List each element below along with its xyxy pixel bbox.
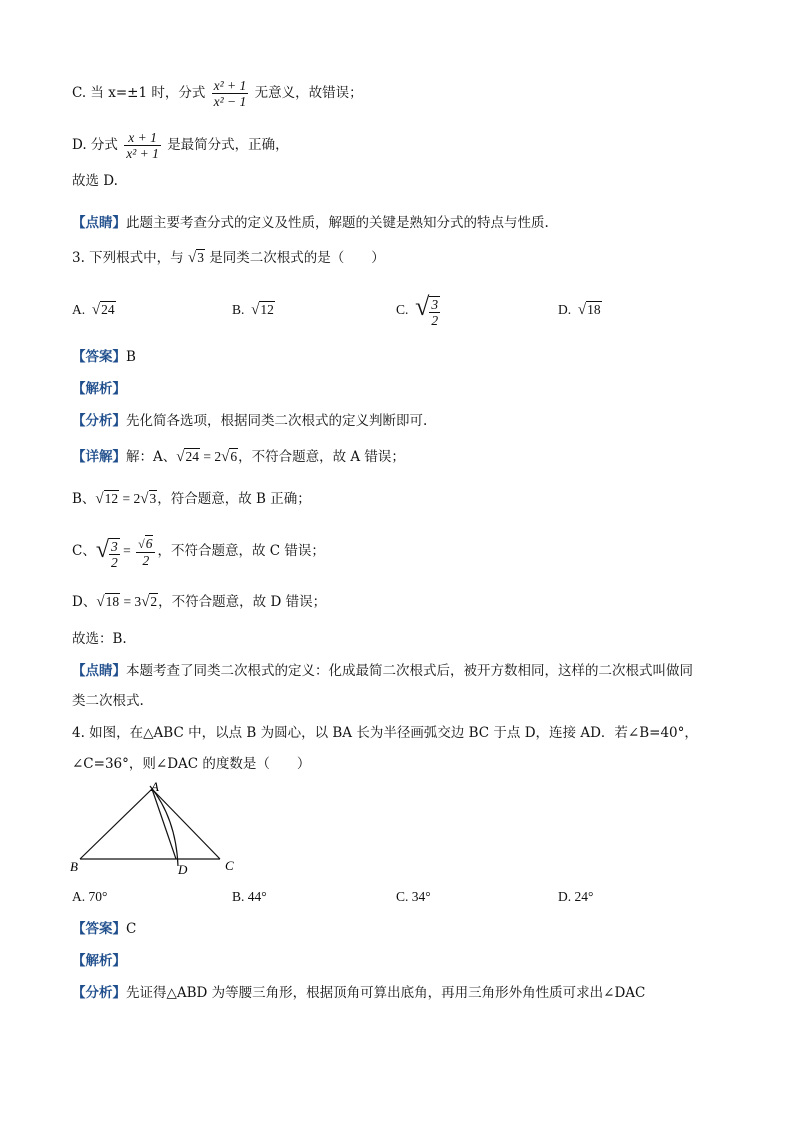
q3-answer-tag: 【答案】 [72, 349, 126, 365]
q3-detail-c-result: $\frac{√6}{2}$ [136, 536, 155, 568]
c-suffix: 无意义，故错误； [254, 85, 363, 101]
q3-detail-c-rden: 2 [142, 552, 150, 568]
q4-stem-2: ∠C=36°，则∠DAC 的度数是（ ） [72, 756, 311, 772]
q3-option-d [558, 302, 602, 319]
triangle-figure [68, 778, 248, 878]
q4-answer-value: C [126, 921, 137, 937]
q3-detail-d-pre: D、 [72, 594, 97, 610]
q4-option-b-label: B. [232, 889, 245, 904]
q3-detail-d-r2: 2 [150, 594, 158, 609]
q3-option-c-label: C. [396, 301, 409, 317]
q3-detail-b-eq: = 2 [119, 491, 141, 506]
q4-option-a [72, 889, 107, 905]
d-suffix: 是最简分式，正确， [167, 137, 289, 153]
q4-stem-1: 4. 如图，在△ABC 中，以点 B 为圆心，以 BA 长为半径画弧交边 BC 于点 D，连接 AD．若∠B=40°， [72, 725, 698, 741]
q3-detail-b-r1: 12 [104, 491, 119, 506]
q3-detail-a-r2: 6 [230, 449, 238, 464]
fraction-d-den: x² + 1 [126, 146, 159, 161]
q4-fenxi-tag: 【分析】 [72, 985, 126, 1001]
q3-detail-d-r1: 18 [105, 594, 120, 609]
q3-detail-d-sqrt2: √2 [141, 594, 158, 610]
q3-stem-b: 是同类二次根式的是（ ） [209, 250, 385, 266]
q3-detail-a-sqrt2: √6 [221, 449, 238, 465]
q3-fenxi-tag: 【分析】 [72, 413, 126, 429]
q3-tip-tag: 【点睛】 [72, 663, 126, 679]
q3-detail-a-eq: = 2 [199, 449, 222, 464]
fraction-d [124, 130, 161, 161]
label-d: D [178, 862, 188, 877]
q3-detail-b-sqrt1: √12 [95, 491, 119, 507]
q3-detail-c: C、√ $\frac{3}{2}$ = $\frac{√6}{2}$ ，不符合题意，故 C 错误； [72, 530, 325, 573]
q3-option-b-radicand: 12 [260, 302, 274, 317]
q4-option-a-label: A. [72, 889, 86, 904]
q4-option-d [558, 889, 593, 905]
d-prefix: D. 分式 [72, 137, 118, 153]
q3-option-c-sqrt: √ $\frac{3}{2}$ [415, 292, 439, 328]
q3-detail-b-post: ，符合题意，故 B 正确； [157, 491, 311, 507]
fraction-c-den: x² − 1 [213, 94, 247, 109]
tip-1-tag: 【点睛】 [72, 215, 126, 231]
q3-stem-radicand: 3 [197, 250, 204, 265]
q3-detail-a [72, 448, 405, 466]
q3-option-c [396, 292, 440, 328]
label-c: C [225, 858, 234, 873]
c-prefix: C. 当 x=±1 时，分式 [72, 85, 206, 101]
q3-detail-c-pre: C、 [72, 543, 96, 559]
q3-stem-sqrt: √3 [187, 250, 204, 266]
q4-answer-tag: 【答案】 [72, 921, 126, 937]
q4-option-c-value: 34° [411, 889, 431, 904]
q4-answer [72, 920, 136, 938]
side-ac [152, 789, 220, 859]
q4-option-c-label: C. [396, 889, 409, 904]
q3-answer-value: B [126, 349, 136, 365]
q4-option-d-value: 24° [574, 889, 594, 904]
q3-detail-c-rnum: 6 [145, 535, 153, 551]
q3-tip [72, 662, 693, 680]
q4-option-b-value: 44° [247, 889, 267, 904]
q4-option-d-label: D. [558, 889, 572, 904]
label-b: B [70, 859, 78, 874]
q3-detail-b-r2: 3 [149, 491, 157, 506]
q4-option-a-value: 70° [88, 889, 108, 904]
q4-option-b [232, 889, 267, 905]
q3-option-a-sqrt: √24 [91, 302, 115, 318]
segment-ad [152, 789, 176, 859]
q3-detail-b [72, 490, 311, 508]
q3-detail-tag: 【详解】 [72, 449, 126, 465]
q3-stem [72, 249, 385, 267]
q3-option-c-num: 3 [431, 296, 439, 312]
q3-detail-d [72, 593, 326, 611]
q4-fenxi-text: 先证得△ABD 为等腰三角形，根据顶角可算出底角，再用三角形外角性质可求出∠DAC [126, 985, 646, 1001]
q3-detail-a-post: ，不符合题意，故 A 错误； [238, 449, 405, 465]
q3-detail-b-pre: B、 [72, 491, 96, 507]
q3-detail-c-sqrt: √ $\frac{3}{2}$ [95, 537, 118, 570]
fraction-c [212, 78, 249, 109]
q3-tip-text1: 本题考查了同类二次根式的定义：化成最简二次根式后，被开方数相同，这样的二次根式叫做同 [126, 663, 693, 679]
q3-option-d-radicand: 18 [587, 302, 601, 317]
q3-detail-b-sqrt2: √3 [140, 491, 157, 507]
q3-option-a-radicand: 24 [101, 302, 115, 317]
q3-fenxi-text: 先化简各选项，根据同类二次根式的定义判断即可. [126, 413, 428, 429]
q3-tip-cont: 类二次根式. [72, 693, 144, 709]
q3-detail-c-num: 3 [111, 538, 118, 554]
q3-option-a-label: A. [72, 302, 86, 317]
q3-detail-d-post: ，不符合题意，故 D 错误； [158, 594, 327, 610]
q3-detail-c-den: 2 [111, 554, 118, 570]
q3-option-c-den: 2 [431, 312, 439, 328]
q4-analysis-tag: 【解析】 [72, 953, 126, 969]
q3-option-b [232, 302, 275, 319]
q3-option-a [72, 302, 116, 319]
q3-answer [72, 348, 136, 366]
q4-option-c [396, 889, 431, 905]
fraction-d-num: x + 1 [124, 130, 161, 146]
q3-choose: 故选：B. [72, 631, 127, 647]
tip-1-text: 此题主要考查分式的定义及性质，解题的关键是熟知分式的特点与性质. [126, 215, 549, 231]
q3-option-b-label: B. [232, 302, 245, 317]
q3-option-d-label: D. [558, 302, 572, 317]
q3-option-b-sqrt: √12 [251, 302, 274, 318]
q4-fenxi [72, 984, 645, 1002]
q3-fenxi [72, 412, 427, 430]
option-c-explanation [72, 78, 363, 109]
tip-1 [72, 214, 549, 232]
q3-detail-d-eq: = 3 [120, 594, 142, 609]
q3-detail-a-sqrt1: √24 [176, 449, 199, 465]
choose-d: 故选 D. [72, 173, 118, 189]
label-a: A [151, 779, 159, 794]
q3-detail-d-sqrt1: √18 [96, 594, 120, 610]
side-ba [80, 789, 152, 859]
q3-stem-a: 3. 下列根式中，与 [72, 250, 184, 266]
q3-detail-a-pre: 解：A、 [126, 449, 177, 465]
option-d-explanation [72, 130, 289, 161]
q3-option-d-sqrt: √18 [577, 302, 601, 318]
q3-analysis-tag: 【解析】 [72, 381, 126, 397]
q3-detail-c-post: ，不符合题意，故 C 错误； [157, 543, 325, 559]
q3-detail-a-r1: 24 [185, 449, 199, 464]
fraction-c-num: x² + 1 [213, 78, 247, 93]
